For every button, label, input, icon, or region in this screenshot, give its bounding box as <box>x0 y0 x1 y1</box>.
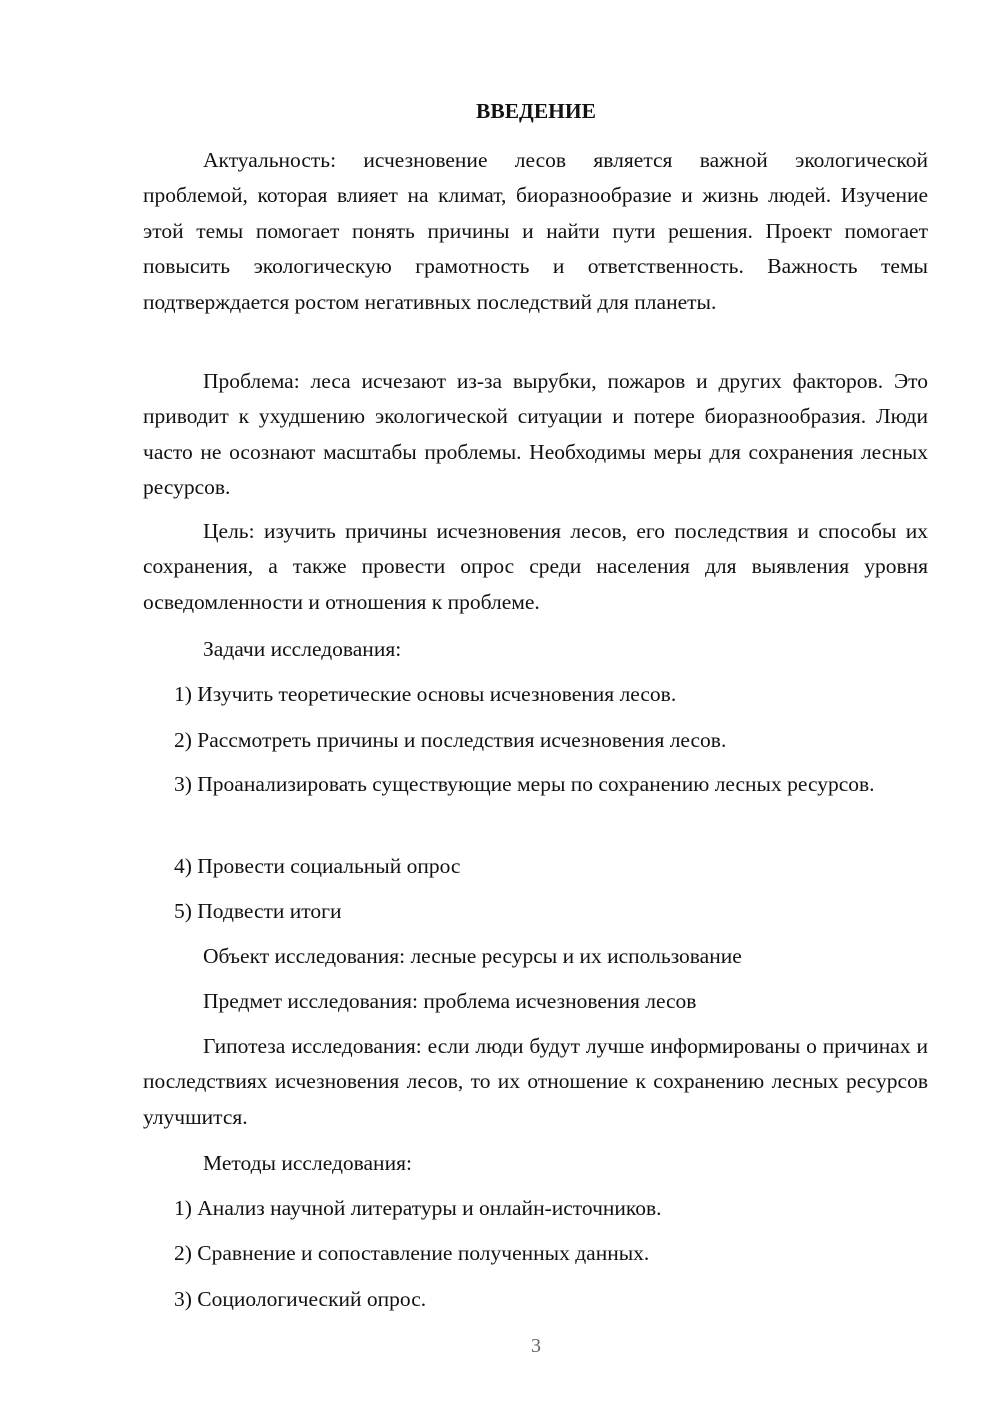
task-item: 5) Подвести итоги <box>174 899 342 923</box>
tasks-heading: Задачи исследования: <box>203 637 402 661</box>
method-item: 2) Сравнение и сопоставление полученных данных. <box>174 1241 650 1265</box>
task-item: 3) Проанализировать существующие меры по сохранению лесных ресурсов. <box>174 772 875 796</box>
relevance-paragraph: Актуальность: исчезновение лесов является важной экологической проблемой, которая влияет на климат, биоразнообразие и жизнь людей. Изучение этой темы помогает понять причины и найти пути решения. Проект помогает повысить экологическую грамотность и ответственность. Важность темы подтверждается ростом негативных последствий для планеты. <box>143 148 928 314</box>
methods-heading: Методы исследования: <box>203 1151 412 1175</box>
task-item: 1) Изучить теоретические основы исчезновения лесов. <box>174 682 677 706</box>
task-item: 4) Провести социальный опрос <box>174 854 461 878</box>
page-title: ВВЕДЕНИЕ <box>476 99 596 123</box>
hypothesis-paragraph: Гипотеза исследования: если люди будут лучше информированы о причинах и последствиях исчезновения лесов, то их отношение к сохранению лесных ресурсов улучшится. <box>143 1034 928 1129</box>
problem-paragraph: Проблема: леса исчезают из-за вырубки, пожаров и других факторов. Это приводит к ухудшению экологической ситуации и потере биоразнообразия. Люди часто не осознают масштабы проблемы. Необходимы меры для сохранения лесных ресурсов. <box>143 369 928 500</box>
research-subject: Предмет исследования: проблема исчезновения лесов <box>203 989 697 1013</box>
task-item: 2) Рассмотреть причины и последствия исчезновения лесов. <box>174 728 727 752</box>
method-item: 1) Анализ научной литературы и онлайн-источников. <box>174 1196 662 1220</box>
research-object: Объект исследования: лесные ресурсы и их использование <box>203 944 742 968</box>
page-number: 3 <box>531 1335 541 1357</box>
goal-paragraph: Цель: изучить причины исчезновения лесов, его последствия и способы их сохранения, а также провести опрос среди населения для выявления уровня осведомленности и отношения к проблеме. <box>143 519 928 614</box>
method-item: 3) Социологический опрос. <box>174 1287 427 1311</box>
